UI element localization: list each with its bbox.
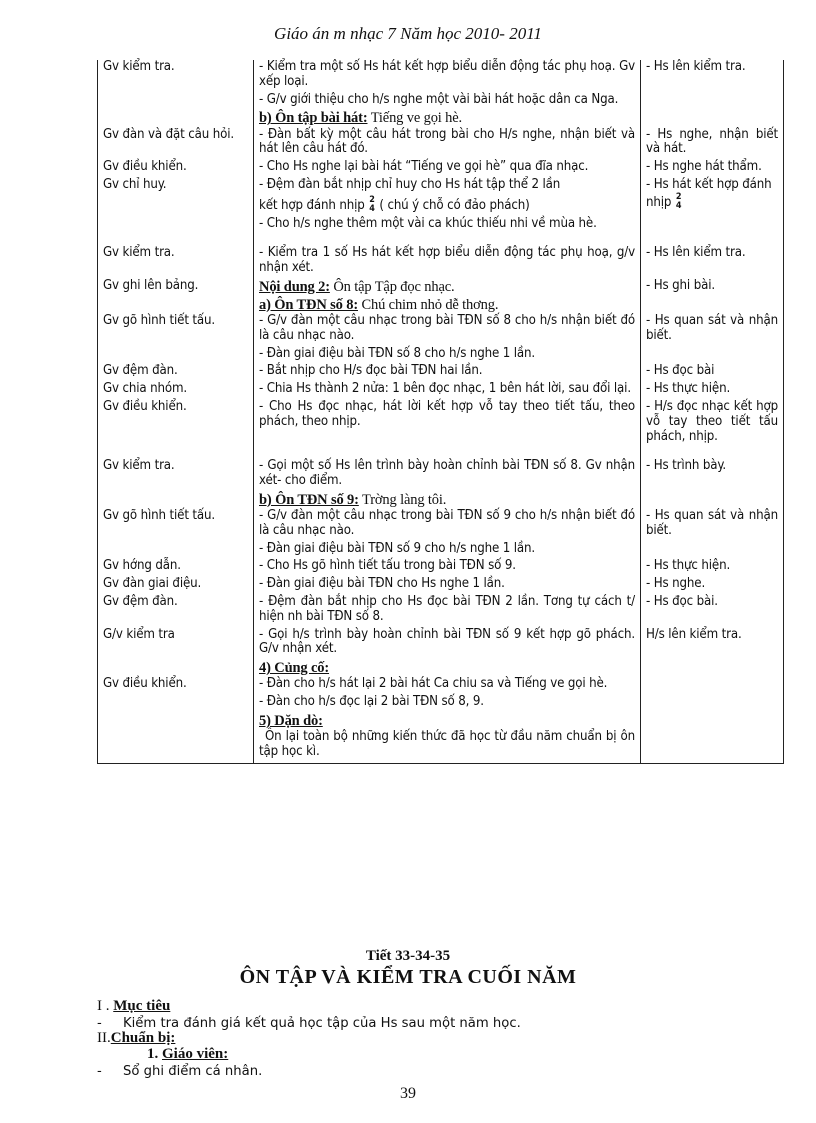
content-cell xyxy=(254,595,641,628)
teacher-activity-cell xyxy=(98,400,254,447)
section-label: Mục tiêu xyxy=(113,998,171,1014)
student-activity: - Hs nghe. xyxy=(646,576,706,592)
content-line: - Đàn bất kỳ một câu hát trong bài cho H/s nghe, nhận biết và hát lên câu hát đó. xyxy=(259,126,635,157)
content-line: - Đàn giai điệu bài TĐN số 9 cho h/s nghe 1 lần. xyxy=(259,540,536,556)
content-line: - G/v đàn một câu nhạc trong bài TĐN số 8 cho h/s nhận biết đó là câu nhạc nào. xyxy=(259,313,635,343)
table-row xyxy=(98,492,784,509)
content-line: - Cho Hs đọc nhạc, hát lời kết hợp vỗ tay theo tiết tấu, theo phách, theo nhịp. xyxy=(259,398,635,429)
content-cell xyxy=(254,400,641,447)
table-row xyxy=(98,559,784,577)
objective-item: - Kiểm tra đánh giá kết quả học tập của Hs sau một năm học. xyxy=(97,1016,521,1031)
content-line: - Đàn cho h/s đọc lại 2 bài TĐN số 8, 9. xyxy=(259,694,484,710)
table-row xyxy=(98,509,784,559)
teacher-activity: Gv gõ hình tiết tấu. xyxy=(103,508,216,524)
content-heading xyxy=(259,492,635,508)
heading-label: Nội dung 2: xyxy=(259,279,330,296)
teacher-activity-cell xyxy=(98,628,254,661)
student-activity-cell xyxy=(641,459,784,492)
content-line: - Bắt nhịp cho H/s đọc bài TĐN hai lần. xyxy=(259,363,483,379)
teacher-activity-cell xyxy=(98,178,254,235)
content-line: - Đàn giai điệu bài TĐN cho Hs nghe 1 lần. xyxy=(259,576,505,592)
content-cell xyxy=(254,577,641,595)
teacher-activity: Gv điều khiển. xyxy=(103,398,187,414)
teacher-activity-cell xyxy=(98,713,254,763)
content-line: - Chia Hs thành 2 nửa: 1 bên đọc nhạc, 1 bên hát lời, sau đổi lại. xyxy=(259,381,631,397)
table-row xyxy=(98,713,784,763)
student-activity-cell xyxy=(641,110,784,127)
content-cell xyxy=(254,246,641,279)
content-heading xyxy=(259,713,635,729)
content-line: - Cho Hs nghe lại bài hát “Tiếng ve gọi hè” qua đĩa nhạc. xyxy=(259,159,589,175)
section-number: I . xyxy=(97,998,114,1014)
content-cell xyxy=(254,160,641,178)
content-cell xyxy=(254,297,641,314)
student-activity-cell xyxy=(641,713,784,763)
student-activity: - Hs hát kết hợp đánh nhịp xyxy=(646,176,772,210)
table-row xyxy=(98,660,784,677)
student-activity-cell xyxy=(641,400,784,447)
table-row xyxy=(98,246,784,279)
teacher-activity-cell xyxy=(98,246,254,279)
teacher-activity-cell xyxy=(98,128,254,161)
table-row xyxy=(98,677,784,713)
table-row xyxy=(98,110,784,127)
content-cell xyxy=(254,713,641,763)
table-row xyxy=(98,297,784,314)
subsection-label: Giáo viên: xyxy=(162,1046,229,1062)
content-cell xyxy=(254,509,641,559)
student-activity: - Hs lên kiểm tra. xyxy=(646,59,746,74)
teacher-activity-cell xyxy=(98,559,254,577)
teacher-activity: Gv điều khiển. xyxy=(103,159,187,175)
table-row xyxy=(98,160,784,178)
student-activity: - Hs quan sát và nhận biết. xyxy=(646,508,778,538)
content-heading xyxy=(259,110,635,126)
preparation-item: - Sổ ghi điểm cá nhân. xyxy=(97,1064,263,1079)
student-activity-cell xyxy=(641,577,784,595)
content-line: - Đệm đàn bắt nhịp chỉ huy cho Hs hát tập thể 2 lần xyxy=(259,176,561,192)
preparation-text: Sổ ghi điểm cá nhân. xyxy=(123,1064,263,1079)
student-activity-cell xyxy=(641,279,784,297)
student-activity: - Hs đọc bài. xyxy=(646,594,718,610)
content-line: - Đàn cho h/s hát lại 2 bài hát Ca chiu sa và Tiếng ve gọi hè. xyxy=(259,676,608,692)
student-activity-cell xyxy=(641,628,784,661)
student-activity: - Hs thực hiện. xyxy=(646,381,731,397)
heading-text: Trờng làng tôi. xyxy=(358,491,447,508)
heading-label: a) Ôn TĐN số 8: xyxy=(259,296,358,313)
teacher-activity: Gv điều khiển. xyxy=(103,676,187,692)
teacher-activity: Gv gõ hình tiết tấu. xyxy=(103,313,216,329)
teacher-activity: Gv đàn giai điệu. xyxy=(103,576,202,592)
teacher-activity-cell xyxy=(98,279,254,297)
content-heading xyxy=(259,297,635,313)
content-cell xyxy=(254,60,641,110)
teacher-activity: Gv đàn và đặt câu hỏi. xyxy=(103,126,234,142)
table-row xyxy=(98,364,784,382)
section-label: Chuẩn bị: xyxy=(110,1030,176,1046)
teacher-activity-cell xyxy=(98,110,254,127)
student-activity: - Hs thực hiện. xyxy=(646,558,731,574)
student-activity: - H/s đọc nhạc kết hợp vỗ tay theo tiết tấu phách, nhịp. xyxy=(646,398,778,444)
content-line: - Đàn giai điệu bài TĐN số 8 cho h/s nghe 1 lần. xyxy=(259,345,536,361)
table-row xyxy=(98,628,784,661)
time-signature: 2 4 xyxy=(675,191,682,211)
subsection-number: 1. xyxy=(147,1046,162,1062)
lesson-plan-table xyxy=(97,60,784,764)
student-activity: - Hs nghe, nhận biết và hát. xyxy=(646,126,778,157)
content-cell xyxy=(254,559,641,577)
teacher-activity-cell xyxy=(98,364,254,382)
table-row xyxy=(98,279,784,297)
student-activity-cell xyxy=(641,677,784,713)
content-heading xyxy=(259,279,635,295)
content-cell xyxy=(254,178,641,235)
teacher-activity-cell xyxy=(98,60,254,110)
content-cell xyxy=(254,364,641,382)
document-header: Giáo án m nhạc 7 Năm học 2010- 2011 xyxy=(274,24,542,43)
content-cell xyxy=(254,459,641,492)
content-line: - Kiểm tra 1 số Hs hát kết hợp biểu diễn động tác phụ hoạ, g/v nhận xét. xyxy=(259,245,635,276)
content-line: - Gọi một số Hs lên trình bày hoàn chỉnh bài TĐN số 8. Gv nhận xét- cho điểm. xyxy=(259,458,635,489)
content-cell xyxy=(254,677,641,713)
table-row xyxy=(98,595,784,628)
section-number: II. xyxy=(97,1030,111,1046)
student-activity: - Hs lên kiểm tra. xyxy=(646,245,746,261)
table-row xyxy=(98,314,784,364)
table-row xyxy=(98,577,784,595)
content-line: ( chú ý chỗ có đảo phách) xyxy=(379,197,530,213)
teacher-activity-cell xyxy=(98,509,254,559)
student-activity: - Hs quan sát và nhận biết. xyxy=(646,313,778,343)
content-line: - G/v giới thiệu cho h/s nghe một vài bài hát hoặc dân ca Nga. xyxy=(259,91,619,107)
lesson-title: ÔN TẬP VÀ KIỂM TRA CUỐI NĂM xyxy=(239,966,577,988)
teacher-activity: G/v kiểm tra xyxy=(103,626,175,642)
content-line: - Kiểm tra một số Hs hát kết hợp biểu diễn động tác phụ hoạ. Gv xếp loại. xyxy=(259,59,635,89)
student-activity-cell xyxy=(641,492,784,509)
student-activity-cell xyxy=(641,364,784,382)
objective-text: Kiểm tra đánh giá kết quả học tập của Hs sau một năm học. xyxy=(123,1016,521,1031)
student-activity-cell xyxy=(641,559,784,577)
heading-label: b) Ôn TĐN số 9: xyxy=(259,491,359,508)
student-activity: - Hs trình bày. xyxy=(646,458,727,474)
teacher-activity: Gv hớng dẫn. xyxy=(103,558,181,574)
student-activity-cell xyxy=(641,509,784,559)
teacher-activity-cell xyxy=(98,677,254,713)
content-cell xyxy=(254,279,641,297)
student-activity-cell xyxy=(641,160,784,178)
heading-label: 4) Củng cố: xyxy=(259,660,330,677)
student-activity: H/s lên kiểm tra. xyxy=(646,626,742,642)
student-activity: - Hs đọc bài xyxy=(646,363,715,379)
table-row xyxy=(98,128,784,161)
table-row xyxy=(98,178,784,235)
student-activity-cell xyxy=(641,314,784,364)
teacher-activity-cell xyxy=(98,314,254,364)
content-line: Ôn lại toàn bộ những kiến thức đã học từ đầu năm chuẩn bị ôn tập học kì. xyxy=(259,729,635,759)
teacher-activity: Gv đệm đàn. xyxy=(103,363,178,379)
content-cell xyxy=(254,110,641,127)
teacher-activity-cell xyxy=(98,492,254,509)
teacher-activity: Gv kiểm tra. xyxy=(103,458,175,474)
teacher-activity-cell xyxy=(98,382,254,400)
section-objectives xyxy=(97,998,170,1015)
student-activity-cell xyxy=(641,246,784,279)
heading-text: Tiếng ve gọi hè. xyxy=(367,110,463,127)
content-cell xyxy=(254,314,641,364)
time-signature: 2 4 xyxy=(369,194,375,214)
teacher-activity-cell xyxy=(98,595,254,628)
teacher-activity-cell xyxy=(98,577,254,595)
student-activity-cell xyxy=(641,128,784,161)
heading-text: Chú chim nhỏ dễ thơng. xyxy=(358,296,499,313)
content-cell xyxy=(254,382,641,400)
teacher-activity-cell xyxy=(98,297,254,314)
page-number: 39 xyxy=(400,1085,416,1102)
heading-label: 5) Dặn dò: xyxy=(259,712,323,729)
teacher-activity-cell xyxy=(98,459,254,492)
subsection-teacher xyxy=(147,1046,228,1063)
table-row xyxy=(98,459,784,492)
teacher-activity: Gv chia nhóm. xyxy=(103,381,188,397)
table-row xyxy=(98,400,784,447)
teacher-activity-cell xyxy=(98,660,254,677)
lesson-title-block xyxy=(0,948,816,989)
content-line: - Đệm đàn bắt nhịp cho Hs đọc bài TĐN 2 lần. Tơng tự cách t/ hiện nh bài TĐN số 8. xyxy=(259,594,635,624)
teacher-activity-cell xyxy=(98,160,254,178)
heading-text: Ôn tập Tập đọc nhạc. xyxy=(329,279,455,296)
content-line: - G/v đàn một câu nhạc trong bài TĐN số 9 cho h/s nhận biết đó là câu nhạc nào. xyxy=(259,508,635,538)
student-activity-cell xyxy=(641,297,784,314)
table-row xyxy=(98,60,784,110)
student-activity-cell xyxy=(641,660,784,677)
student-activity-cell xyxy=(641,178,784,235)
content-cell xyxy=(254,660,641,677)
content-line: - Cho h/s nghe thêm một vài ca khúc thiếu nhi về mùa hè. xyxy=(259,215,597,231)
teacher-activity: Gv chỉ huy. xyxy=(103,176,167,192)
content-line: - Gọi h/s trình bày hoàn chỉnh bài TĐN số 9 kết hợp gõ phách. G/v nhận xét. xyxy=(259,626,635,657)
lesson-period: Tiết 33-34-35 xyxy=(365,948,451,964)
content-cell xyxy=(254,128,641,161)
content-line: kết hợp đánh nhịp xyxy=(259,197,365,213)
content-cell xyxy=(254,492,641,509)
teacher-activity: Gv ghi lên bảng. xyxy=(103,278,199,294)
heading-label: b) Ôn tập bài hát: xyxy=(259,110,368,127)
student-activity-cell xyxy=(641,382,784,400)
content-heading xyxy=(259,660,635,676)
content-cell xyxy=(254,628,641,661)
teacher-activity: Gv đệm đàn. xyxy=(103,594,178,610)
student-activity: - Hs ghi bài. xyxy=(646,278,715,294)
section-preparation xyxy=(97,1030,175,1047)
table-row xyxy=(98,382,784,400)
student-activity-cell xyxy=(641,60,784,110)
content-line: - Cho Hs gõ hình tiết tấu trong bài TĐN số 9. xyxy=(259,558,516,574)
teacher-activity: Gv kiểm tra. xyxy=(103,59,175,74)
student-activity: - Hs nghe hát thẩm. xyxy=(646,159,762,175)
teacher-activity: Gv kiểm tra. xyxy=(103,245,175,261)
student-activity-cell xyxy=(641,595,784,628)
